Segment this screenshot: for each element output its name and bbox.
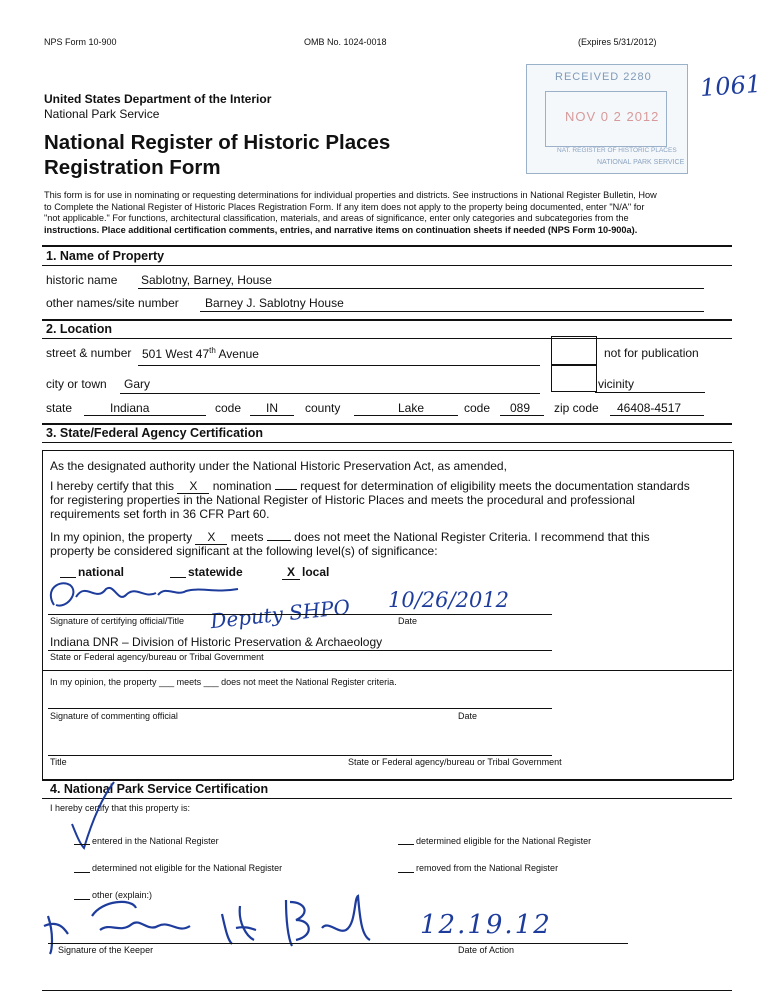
section1-top-rule [42, 245, 732, 247]
cert-p2-line1 [50, 479, 690, 494]
vicinity-underline [595, 392, 705, 393]
cert-p3-prefix: In my opinion, the property [50, 530, 193, 544]
eligible-blank[interactable] [398, 844, 414, 845]
section4-heading-rule [42, 798, 732, 799]
zip-underline [610, 415, 704, 416]
does-not-meet-blank[interactable] [267, 540, 291, 541]
page-bottom-rule [42, 990, 732, 991]
street-ordinal: th [209, 346, 216, 355]
keeper-label: Signature of the Keeper [58, 945, 154, 955]
opinion-top-rule [42, 670, 732, 671]
city-value[interactable]: Gary [124, 377, 151, 391]
cert-p3-meets: meets [230, 530, 264, 544]
option-not-eligible: determined not eligible for the National Register [92, 863, 283, 873]
signature-label: Signature of certifying official/Title [50, 616, 185, 626]
cert-p1: As the designated authority under the National Historic Preservation Act, as amended, [50, 459, 507, 473]
state-label: state [46, 401, 73, 415]
meets-mark[interactable]: X [195, 530, 227, 545]
agency-line [48, 650, 552, 651]
signature-line [48, 614, 552, 615]
stamp-received: RECEIVED 2280 [555, 71, 652, 83]
local-mark[interactable]: X [282, 565, 300, 580]
request-blank[interactable] [275, 489, 297, 490]
section3-heading-rule [42, 442, 732, 443]
keeper-signature-line [48, 943, 628, 944]
form-number: NPS Form 10-900 [44, 37, 117, 47]
county-underline [354, 415, 458, 416]
stamp-line3: NAT. REGISTER OF HISTORIC PLACES [557, 147, 677, 154]
intro-line1: This form is for use in nominating or requesting determinations for individual properties and districts. See instructions in National Register Bulletin, How [44, 190, 657, 200]
other-names-underline [200, 311, 704, 312]
section3-heading: 3. State/Federal Agency Certification [46, 426, 263, 440]
street-label: street & number [46, 346, 132, 360]
street-suffix: Avenue [218, 347, 259, 361]
agency-value[interactable]: Indiana DNR – Division of Historic Preservation & Archaeology [50, 635, 383, 649]
section3-top-rule [42, 423, 732, 425]
not-eligible-blank[interactable] [74, 872, 90, 873]
nps-cert-intro: I hereby certify that this property is: [50, 803, 191, 813]
state-code-underline [250, 415, 294, 416]
county-value[interactable]: Lake [398, 401, 425, 415]
county-code-underline [500, 415, 544, 416]
cert-date-label: Date [398, 616, 418, 626]
section4-top-rule [42, 779, 732, 781]
option-entered: entered in the National Register [92, 836, 219, 846]
option-removed: removed from the National Register [416, 863, 559, 873]
commenting-date-label: Date [458, 711, 478, 721]
handwritten-ref-number: 1061 [699, 69, 762, 103]
other-names-label: other names/site number [46, 296, 179, 310]
street-number: 501 West 47 [142, 347, 210, 361]
stamp-line4: NATIONAL PARK SERVICE [597, 159, 685, 166]
vicinity-checkbox[interactable] [551, 364, 597, 392]
stamp-date: NOV 0 2 2012 [565, 109, 660, 124]
option-other: other (explain:) [92, 890, 153, 900]
cert-p2-request: request for determination of eligibility meets the documentation standards [300, 479, 690, 493]
cert-p2-prefix: I hereby certify that this [50, 479, 175, 493]
zip-value[interactable]: 46408-4517 [617, 401, 682, 415]
state-value[interactable]: Indiana [110, 401, 150, 415]
section1-heading: 1. Name of Property [46, 249, 165, 263]
state-federal-label: State or Federal agency/bureau or Tribal Government [348, 757, 562, 767]
county-code-label: code [464, 401, 491, 415]
intro-line3: "not applicable." For functions, architectural classification, materials, and areas of significance, enter only categories and subcategories from the [44, 213, 629, 223]
entered-blank[interactable] [74, 844, 90, 845]
title-label: Title [50, 757, 67, 767]
removed-blank[interactable] [398, 872, 414, 873]
received-stamp [526, 64, 688, 174]
handwritten-title: Deputy SHPO [209, 594, 352, 634]
cert-p2-line3: requirements set forth in 36 CFR Part 60. [50, 507, 270, 521]
street-value[interactable] [142, 346, 259, 361]
county-label: county [305, 401, 341, 415]
city-underline [120, 393, 540, 394]
not-for-publication-label: not for publication [604, 346, 699, 360]
commenting-opinion: In my opinion, the property ___ meets ___ does not meet the National Register criteria. [50, 677, 397, 687]
cert-p3-line1 [50, 530, 650, 545]
section2-heading: 2. Location [46, 322, 112, 336]
historic-name-value[interactable]: Sablotny, Barney, House [141, 273, 272, 287]
commenting-signature-label: Signature of commenting official [50, 711, 178, 721]
state-underline [84, 415, 206, 416]
handwritten-action-date: 12.19.12 [420, 910, 552, 940]
cert-p2-nomination: nomination [212, 479, 272, 493]
section1-heading-rule [42, 265, 732, 266]
option-eligible: determined eligible for the National Register [416, 836, 592, 846]
section2-top-rule [42, 319, 732, 321]
section4-heading: 4. National Park Service Certification [50, 782, 269, 796]
city-label: city or town [46, 377, 107, 391]
level-national: national [78, 565, 125, 579]
form-title-line2: Registration Form [44, 156, 221, 179]
intro-line4: instructions. Place additional certification comments, entries, and narrative items on continuation sheets if needed (NPS Form 10-900a). [44, 224, 638, 235]
state-code-label: code [215, 401, 242, 415]
historic-name-label: historic name [46, 273, 118, 287]
title-line [48, 755, 552, 756]
form-title-line1: National Register of Historic Places [44, 131, 391, 154]
zip-label: zip code [554, 401, 599, 415]
action-date-label: Date of Action [458, 945, 515, 955]
intro-paragraph [44, 190, 657, 236]
county-code-value[interactable]: 089 [510, 401, 531, 415]
cert-p3-rest: does not meet the National Register Criteria. I recommend that this [294, 530, 650, 544]
intro-line2: to Complete the National Register of Historic Places Registration Form. If any item does not apply to the property being documented, enter "N/A" for [44, 201, 645, 212]
level-local: local [302, 565, 330, 579]
state-code-value[interactable]: IN [266, 401, 278, 415]
street-underline [138, 365, 540, 366]
level-statewide: statewide [188, 565, 243, 579]
expiration: (Expires 5/31/2012) [578, 37, 657, 47]
omb-number: OMB No. 1024-0018 [304, 37, 387, 47]
agency-label: State or Federal agency/bureau or Tribal Government [50, 652, 264, 662]
agency-line1: United States Department of the Interior [44, 92, 272, 106]
not-for-publication-checkbox[interactable] [551, 336, 597, 366]
handwritten-cert-date: 10/26/2012 [388, 588, 510, 612]
vicinity-label: vicinity [598, 377, 635, 391]
cert-p2-line2: for registering properties in the National Register of Historic Places and meets the procedural and professional [50, 493, 635, 507]
other-names-value[interactable]: Barney J. Sablotny House [205, 296, 344, 310]
section2-heading-rule [42, 338, 732, 339]
commenting-signature-line [48, 708, 552, 709]
cert-p3-line2: property be considered significant at the following level(s) of significance: [50, 544, 438, 558]
nomination-mark[interactable]: X [177, 479, 209, 494]
agency-line2: National Park Service [44, 107, 160, 121]
historic-name-underline [138, 288, 704, 289]
